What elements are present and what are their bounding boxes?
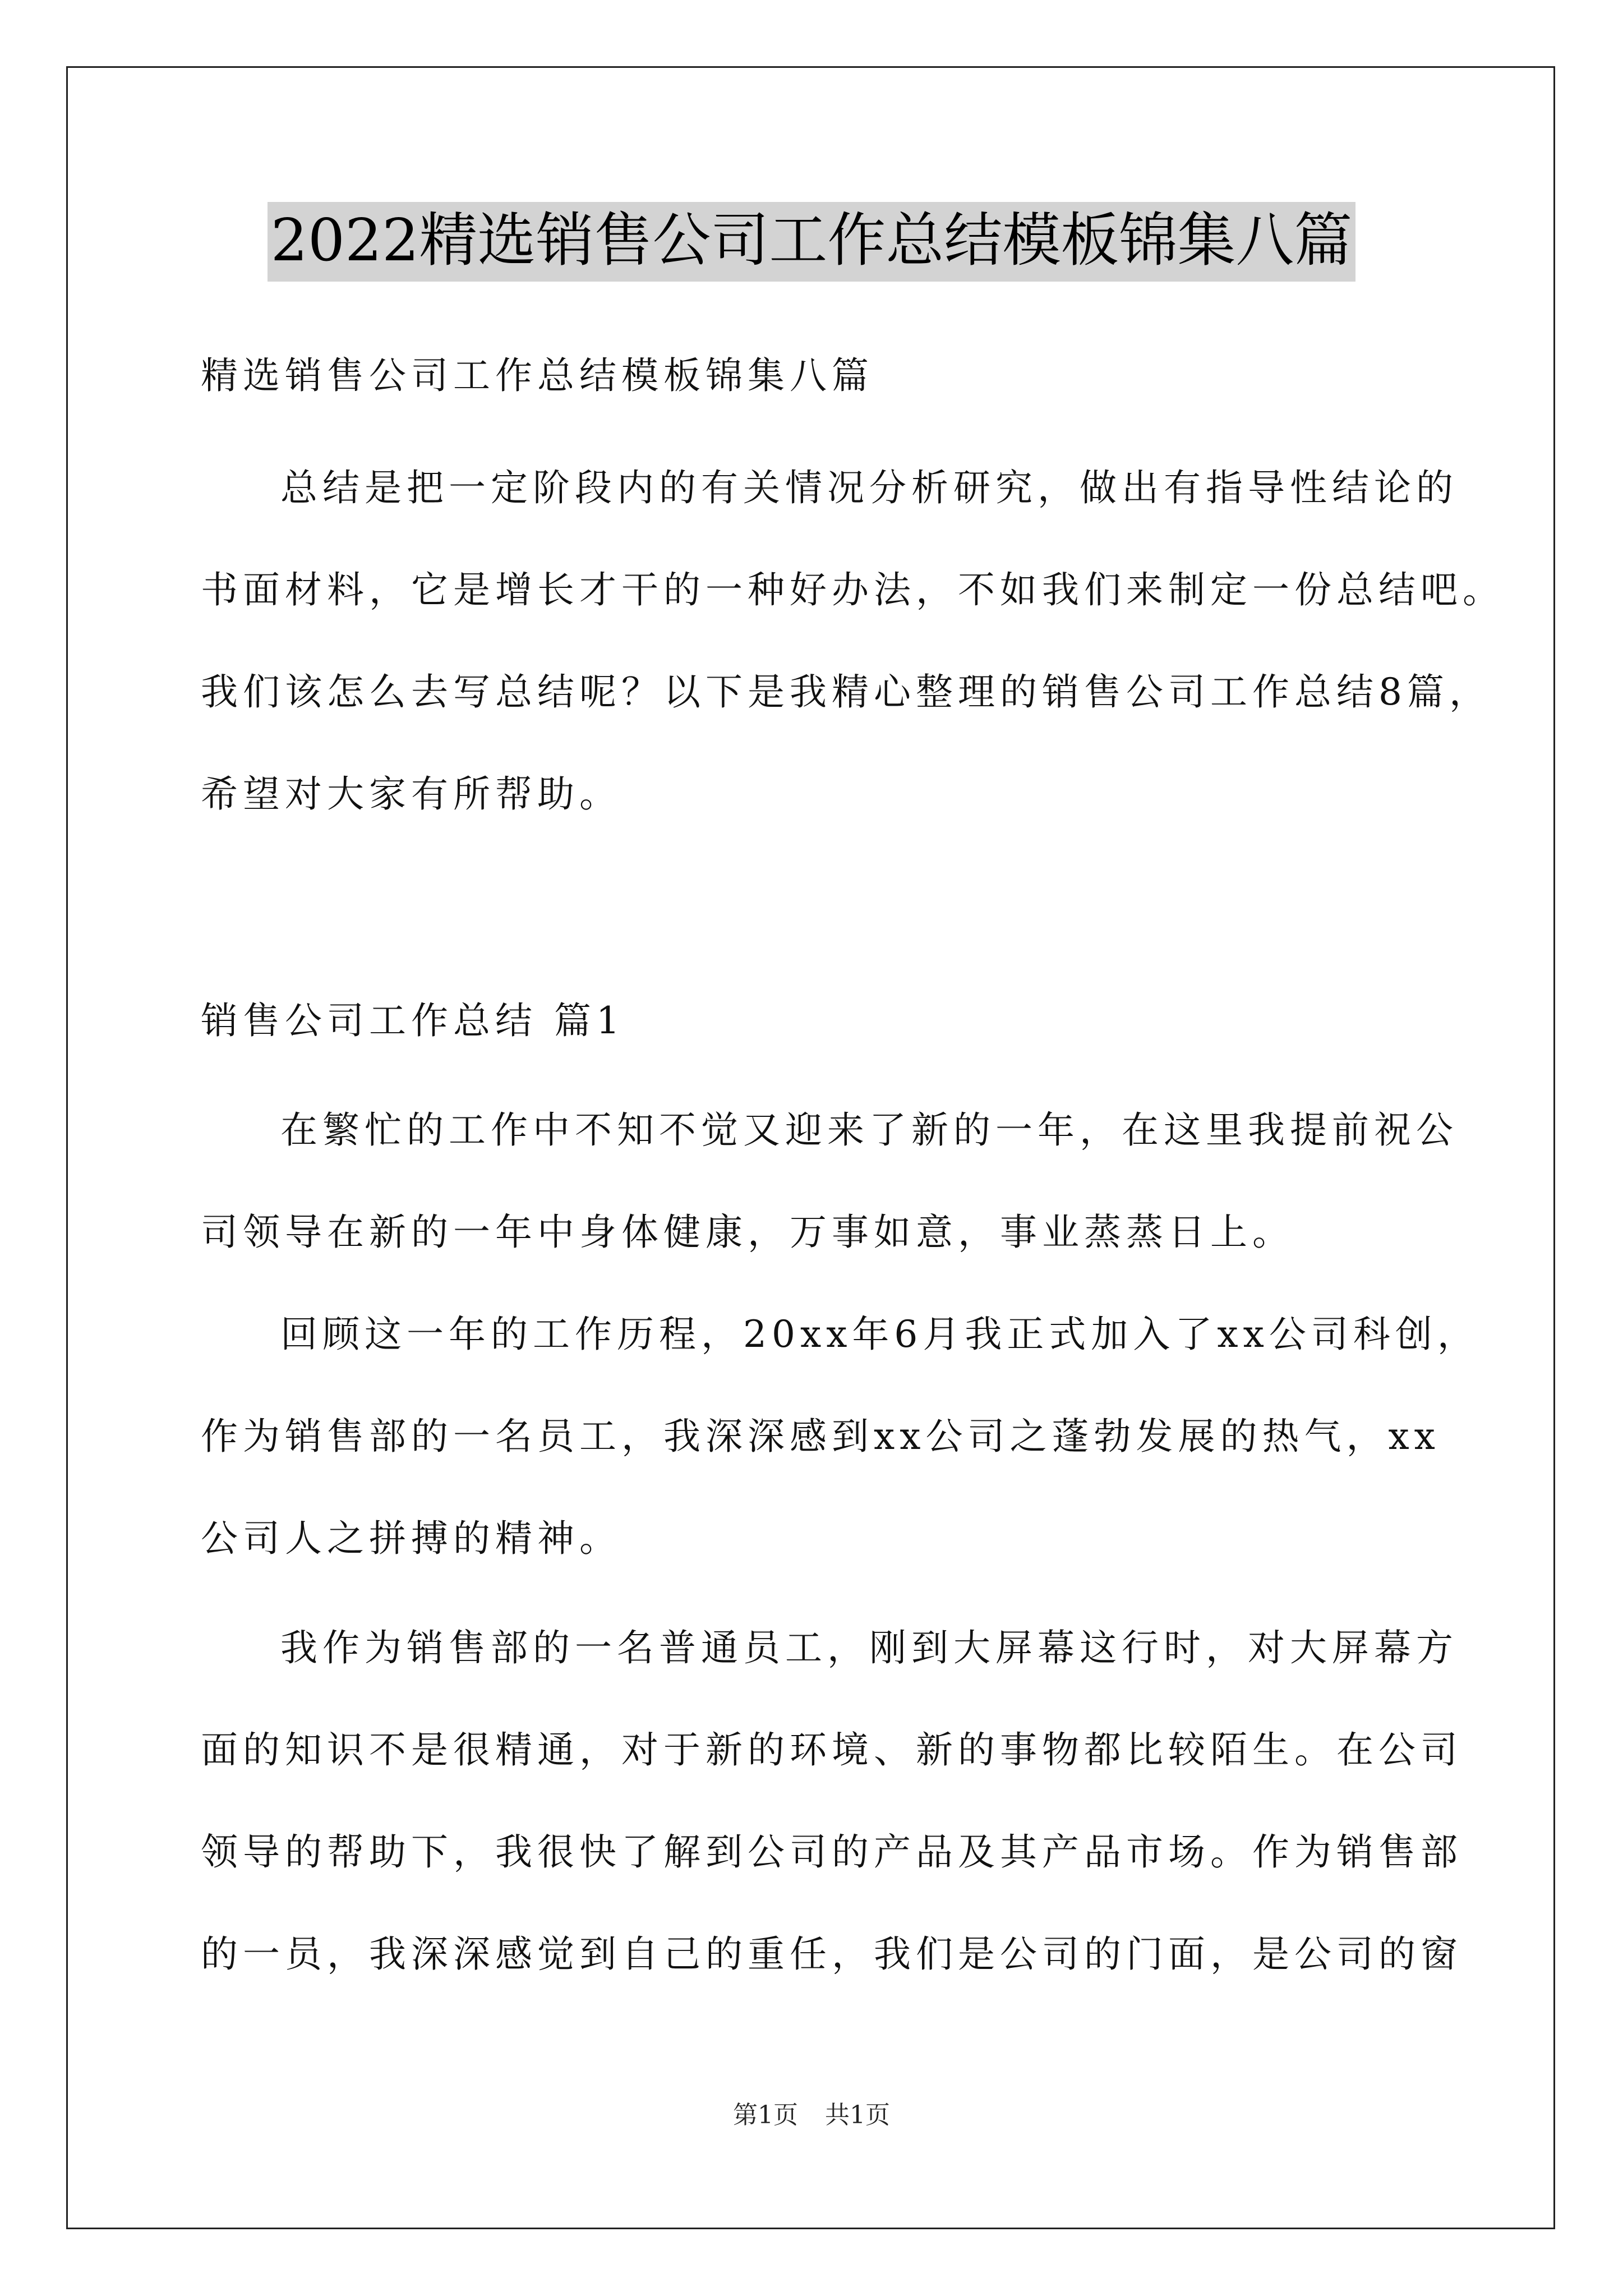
body-line: 在繁忙的工作中不知不觉又迎来了新的一年，在这里我提前祝公 — [280, 1108, 1458, 1152]
document-title: 2022精选销售公司工作总结模板锦集八篇 — [268, 202, 1356, 282]
title-container — [0, 202, 1623, 282]
body-line: 希望对大家有所帮助。 — [201, 772, 621, 816]
page-footer — [0, 2101, 1623, 2130]
body-line: 书面材料，它是增长才干的一种好办法，不如我们来制定一份总结吧。 — [201, 568, 1505, 611]
body-line: 作为销售部的一名员工，我深深感到xx公司之蓬勃发展的热气，xx — [201, 1415, 1440, 1458]
page-number-current: 第1页 — [733, 2101, 798, 2129]
section-heading: 销售公司工作总结 篇1 — [201, 999, 625, 1042]
subtitle-line: 精选销售公司工作总结模板锦集八篇 — [201, 354, 874, 397]
body-line: 回顾这一年的工作历程，20xx年6月我正式加入了xx公司科创， — [280, 1313, 1479, 1356]
body-line: 总结是把一定阶段内的有关情况分析研究，做出有指导性结论的 — [280, 466, 1458, 509]
body-line: 面的知识不是很精通，对于新的环境、新的事物都比较陌生。在公司 — [201, 1728, 1463, 1772]
page-number-total: 共1页 — [825, 2101, 890, 2129]
body-line: 公司人之拼搏的精神。 — [201, 1517, 621, 1560]
body-line: 领导的帮助下，我很快了解到公司的产品及其产品市场。作为销售部 — [201, 1830, 1463, 1874]
body-line: 我作为销售部的一名普通员工，刚到大屏幕这行时，对大屏幕方 — [280, 1626, 1458, 1669]
body-line: 的一员，我深深感觉到自己的重任，我们是公司的门面，是公司的窗 — [201, 1932, 1463, 1976]
body-line: 司领导在新的一年中身体健康，万事如意，事业蒸蒸日上。 — [201, 1211, 1294, 1254]
body-line: 我们该怎么去写总结呢？以下是我精心整理的销售公司工作总结8篇， — [201, 670, 1491, 714]
